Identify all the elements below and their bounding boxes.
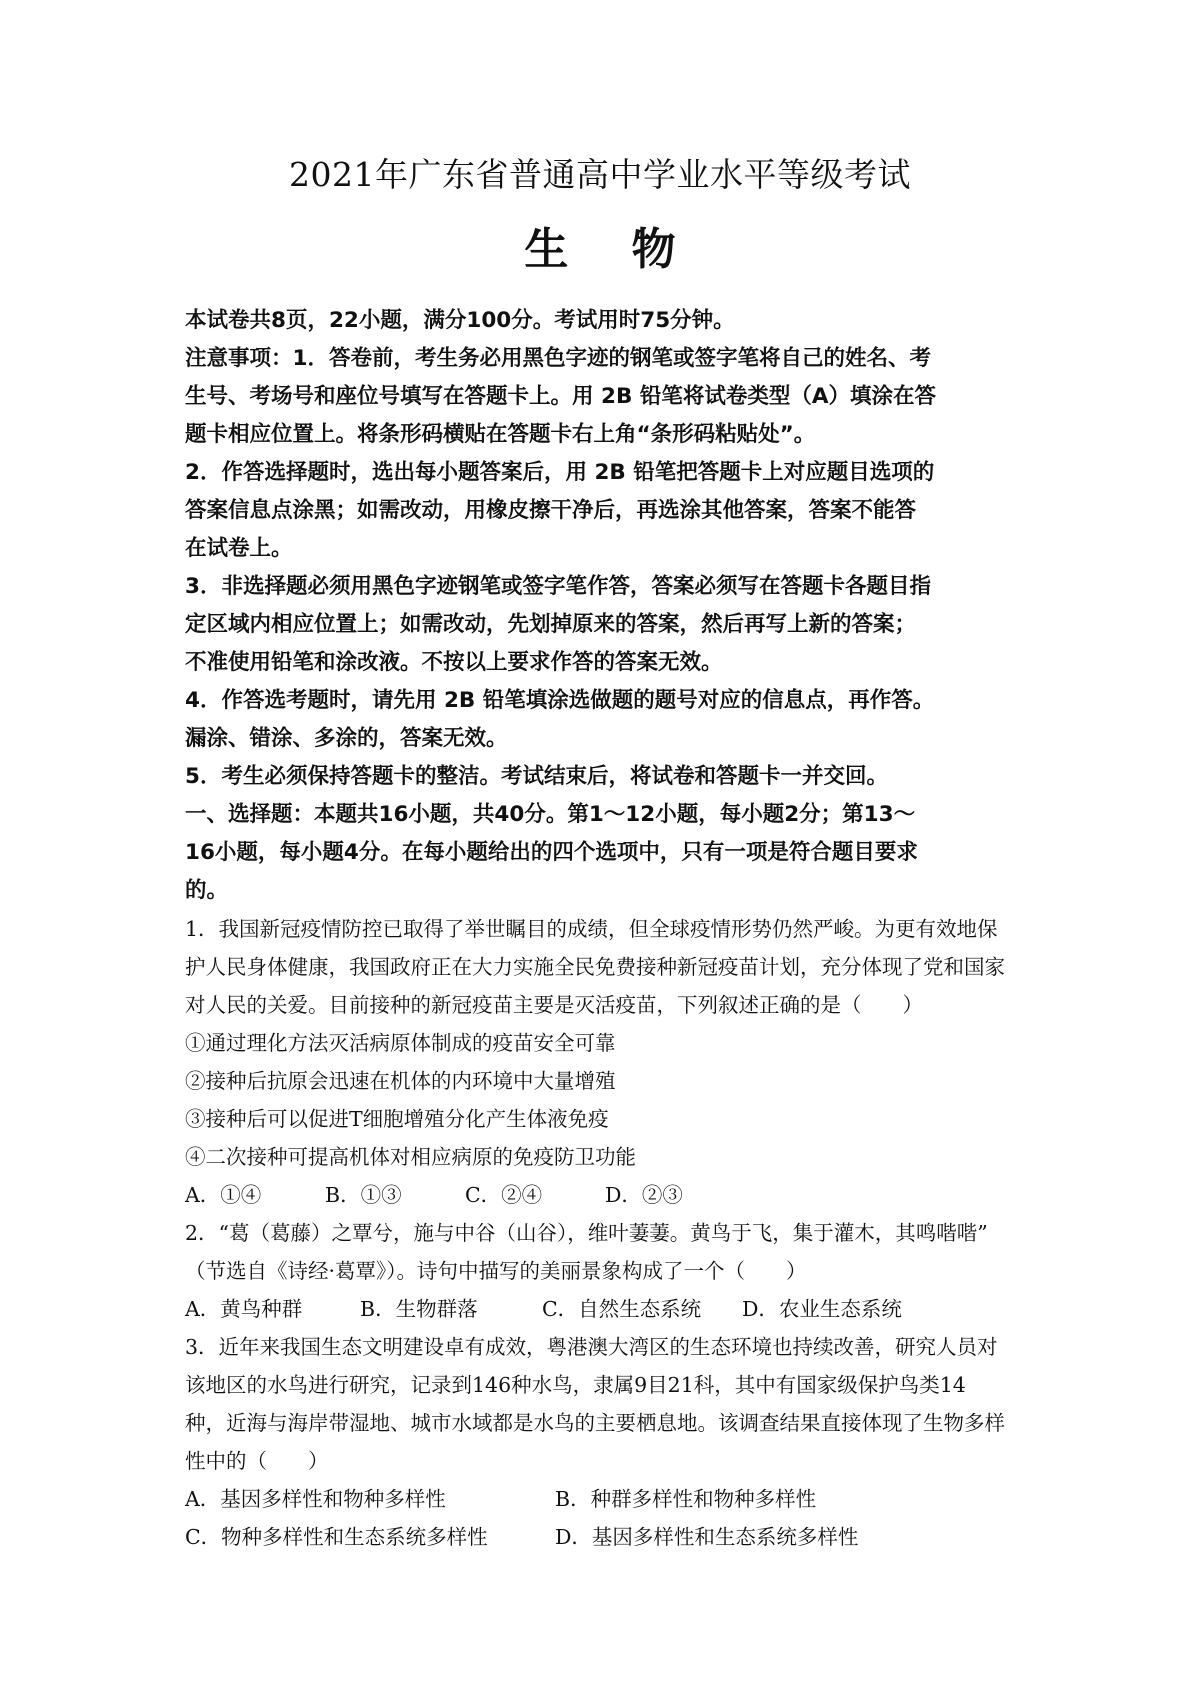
question-1	[185, 910, 1030, 1214]
instruction-line: 4．作答选考题时，请先用 2B 铅笔填涂选做题的题号对应的信息点，再作答。	[185, 688, 935, 713]
question-stem-line: 2．“葛（葛藤）之覃兮，施与中谷（山谷），维叶萋萋。黄鸟于飞，集于灌木，其鸣喈喈”	[185, 1221, 988, 1245]
option-a: A．①④	[185, 1183, 262, 1207]
instruction-line: 答案信息点涂黑；如需改动，用橡皮擦干净后，再选涂其他答案，答案不能答	[185, 498, 917, 523]
instruction-line: 注意事项：1．答卷前，考生务必用黑色字迹的钢笔或签字笔将自己的姓名、考	[185, 346, 931, 371]
question-stem-line: 该地区的水鸟进行研究，记录到146种水鸟，隶属9目21科，其中有国家级保护鸟类14	[185, 1373, 966, 1397]
statement-item: ④二次接种可提高机体对相应病原的免疫防卫功能	[185, 1145, 636, 1169]
option-c: C．②④	[465, 1183, 543, 1207]
option-a: A．黄鸟种群	[185, 1297, 303, 1321]
question-stem-line: 护人民身体健康，我国政府正在大力实施全民免费接种新冠疫苗计划，充分体现了党和国家	[185, 955, 1005, 979]
question-2	[185, 1214, 1030, 1328]
instruction-line: 不准使用铅笔和涂改液。不按以上要求作答的答案无效。	[185, 650, 723, 675]
section-heading	[185, 796, 1030, 910]
subject-title: 生 物	[524, 224, 700, 275]
option-d: D．农业生态系统	[742, 1297, 902, 1321]
question-stem-line: 性中的（ ）	[185, 1449, 329, 1473]
question-stem-line: 1．我国新冠疫情防控已取得了举世瞩目的成绩，但全球疫情形势仍然严峻。为更有效地保	[185, 917, 998, 941]
question-stem-line: （节选自《诗经·葛覃》）。诗句中描写的美丽景象构成了一个（ ）	[185, 1259, 807, 1283]
section-line: 的。	[185, 878, 229, 903]
instruction-line: 本试卷共8页，22小题，满分100分。考试用时75分钟。	[185, 308, 735, 333]
option-b: B．①③	[325, 1183, 402, 1207]
section-line: 一、选择题：本题共16小题，共40分。第1～12小题，每小题2分；第13～	[185, 802, 916, 827]
instruction-line: 题卡相应位置上。将条形码横贴在答题卡右上角“条形码粘贴处”。	[185, 422, 816, 447]
exam-title: 2021年广东省普通高中学业水平等级考试	[289, 155, 911, 194]
instruction-line: 在试卷上。	[185, 536, 293, 561]
question-stem-line: 种，近海与海岸带湿地、城市水域都是水鸟的主要栖息地。该调查结果直接体现了生物多样	[185, 1411, 1005, 1435]
instruction-line: 定区域内相应位置上；如需改动，先划掉原来的答案，然后再写上新的答案；	[185, 612, 917, 637]
statement-item: ②接种后抗原会迅速在机体的内环境中大量增殖	[185, 1069, 616, 1093]
answer-options	[185, 1518, 1030, 1556]
instruction-line: 漏涂、错涂、多涂的，答案无效。	[185, 726, 508, 751]
question-stem-line: 3．近年来我国生态文明建设卓有成效，粤港澳大湾区的生态环境也持续改善，研究人员对	[185, 1335, 998, 1359]
option-c: C．物种多样性和生态系统多样性	[185, 1525, 488, 1549]
statement-item: ①通过理化方法灭活病原体制成的疫苗安全可靠	[185, 1031, 616, 1055]
option-b: B．种群多样性和物种多样性	[555, 1487, 817, 1511]
section-line: 16小题，每小题4分。在每小题给出的四个选项中，只有一项是符合题目要求	[185, 840, 918, 865]
statement-item: ③接种后可以促进T细胞增殖分化产生体液免疫	[185, 1107, 609, 1131]
answer-options	[185, 1176, 1030, 1214]
question-3	[185, 1328, 1030, 1556]
option-b: B．生物群落	[360, 1297, 478, 1321]
instruction-line: 3．非选择题必须用黑色字迹钢笔或签字笔作答，答案必须写在答题卡各题目指	[185, 574, 931, 599]
instructions-block	[185, 302, 1030, 796]
option-d: D．基因多样性和生态系统多样性	[555, 1525, 859, 1549]
answer-options	[185, 1480, 1030, 1518]
instruction-line: 5．考生必须保持答题卡的整洁。考试结束后，将试卷和答题卡一并交回。	[185, 764, 888, 789]
option-c: C．自然生态系统	[542, 1297, 702, 1321]
question-stem-line: 对人民的关爱。目前接种的新冠疫苗主要是灭活疫苗，下列叙述正确的是（ ）	[185, 993, 923, 1017]
instruction-line: 2．作答选择题时，选出每小题答案后，用 2B 铅笔把答题卡上对应题目选项的	[185, 460, 935, 485]
option-d: D．②③	[605, 1183, 683, 1207]
option-a: A．基因多样性和物种多样性	[185, 1487, 446, 1511]
exam-body	[185, 302, 1030, 1556]
instruction-line: 生号、考场号和座位号填写在答题卡上。用 2B 铅笔将试卷类型（A）填涂在答	[185, 384, 936, 409]
answer-options	[185, 1290, 1030, 1328]
